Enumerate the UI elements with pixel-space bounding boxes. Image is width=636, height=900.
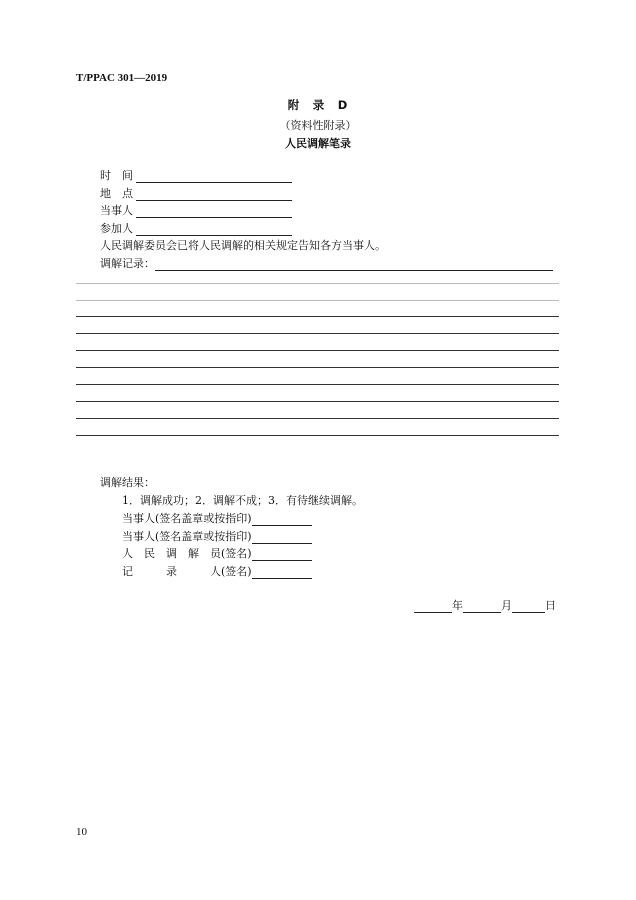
sign-recorder-label: 记 录 人(签名) xyxy=(122,565,252,578)
result-options: 1．调解成功；2．调解不成；3．有待继续调解。 xyxy=(122,494,363,507)
date-month-blank[interactable] xyxy=(463,602,501,613)
sign-party-2-label: 当事人(签名盖章或按指印) xyxy=(122,530,252,543)
record-line[interactable] xyxy=(76,435,559,436)
record-line[interactable] xyxy=(76,350,559,351)
date-year-label: 年 xyxy=(452,599,463,612)
date-row xyxy=(414,597,556,613)
sign-recorder xyxy=(122,563,312,579)
field-party xyxy=(100,202,292,218)
sign-mediator-blank[interactable] xyxy=(252,550,312,561)
result-label: 调解结果： xyxy=(100,476,155,489)
field-place-label: 地 点 xyxy=(100,187,133,200)
record-row xyxy=(100,255,553,271)
field-party-label: 当事人 xyxy=(100,204,133,217)
sign-party-1-blank[interactable] xyxy=(252,515,312,526)
field-time-blank[interactable] xyxy=(136,172,292,183)
record-line[interactable] xyxy=(76,401,559,402)
field-place xyxy=(100,185,292,201)
sign-party-1-label: 当事人(签名盖章或按指印) xyxy=(122,512,252,525)
field-participant-label: 参加人 xyxy=(100,222,133,235)
record-blank[interactable] xyxy=(155,260,553,271)
field-party-blank[interactable] xyxy=(136,207,292,218)
sign-mediator xyxy=(122,545,312,561)
standard-code: T/PPAC 301—2019 xyxy=(76,72,168,84)
field-participant xyxy=(100,220,292,236)
date-year-blank[interactable] xyxy=(414,602,452,613)
sign-recorder-blank[interactable] xyxy=(252,568,312,579)
date-day-label: 日 xyxy=(545,599,556,612)
sign-mediator-label: 人 民 调 解 员(签名) xyxy=(122,547,252,560)
document-title: 人民调解笔录 xyxy=(285,137,351,150)
record-line[interactable] xyxy=(76,316,559,317)
record-line[interactable] xyxy=(76,283,559,284)
appendix-heading: 附 录 D xyxy=(287,98,349,112)
record-label: 调解记录： xyxy=(100,257,155,270)
field-participant-blank[interactable] xyxy=(136,225,292,236)
record-line[interactable] xyxy=(76,300,559,301)
field-place-blank[interactable] xyxy=(136,190,292,201)
record-line[interactable] xyxy=(76,418,559,419)
date-day-blank[interactable] xyxy=(512,602,545,613)
sign-party-1 xyxy=(122,510,312,526)
record-line[interactable] xyxy=(76,384,559,385)
appendix-nature: （资料性附录） xyxy=(279,119,357,132)
field-time-label: 时 间 xyxy=(100,169,133,182)
record-line[interactable] xyxy=(76,333,559,334)
sign-party-2-blank[interactable] xyxy=(252,533,312,544)
page-number: 10 xyxy=(76,826,87,838)
date-month-label: 月 xyxy=(501,599,512,612)
notice-text: 人民调解委员会已将人民调解的相关规定告知各方当事人。 xyxy=(100,239,386,252)
field-time xyxy=(100,167,292,183)
record-line[interactable] xyxy=(76,367,559,368)
sign-party-2 xyxy=(122,528,312,544)
